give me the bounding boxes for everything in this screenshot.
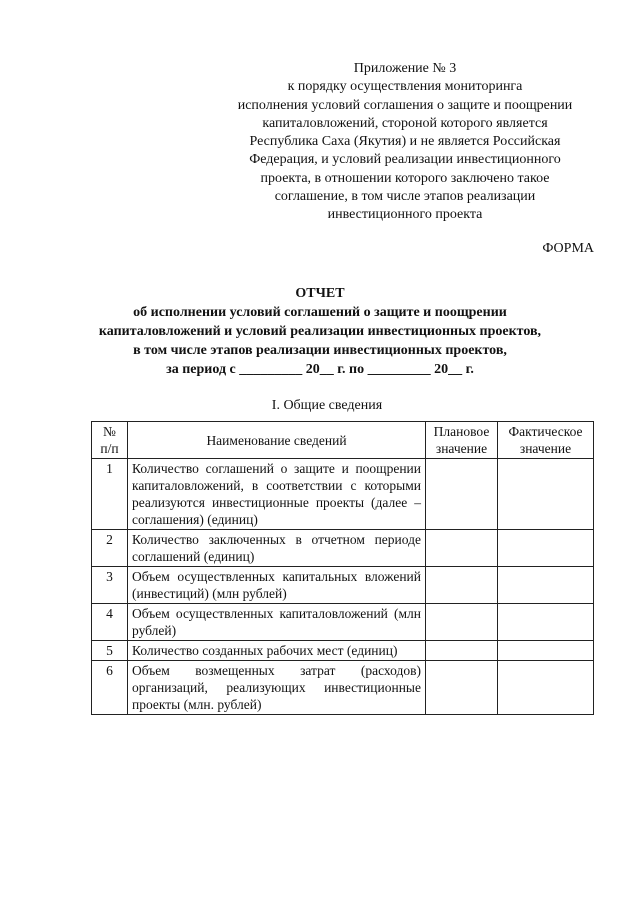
annex-line: к порядку осуществления мониторинга	[287, 79, 523, 95]
annex-line: капиталовложений, стороной которого является	[262, 115, 548, 131]
row-plan-cell[interactable]	[426, 567, 498, 604]
report-title-line: капиталовложений и условий реализации инвестиционных проектов,	[98, 324, 542, 339]
annex-line: Федерация, и условий реализации инвестиционного	[249, 152, 561, 168]
row-name: Количество созданных рабочих мест (единиц)	[128, 641, 426, 661]
row-number: 2	[92, 530, 128, 567]
header-name: Наименование сведений	[128, 422, 426, 459]
table-row	[92, 641, 594, 661]
table-row	[92, 661, 594, 715]
annex-line: Приложение № 3	[353, 61, 457, 76]
report-period-line: за период с _________ 20__ г. по _________ 20__ г.	[166, 362, 474, 377]
header-fact: Фактическое значение	[498, 422, 594, 459]
header-plan: Плановое значение	[426, 422, 498, 459]
report-title-line: об исполнении условий соглашений о защите и поощрении	[133, 305, 507, 320]
row-number: 6	[92, 661, 128, 715]
annex-line: проекта, в отношении которого заключено такое	[260, 170, 550, 186]
row-number: 3	[92, 567, 128, 604]
row-number: 1	[92, 459, 128, 530]
header-number: № п/п	[92, 422, 128, 459]
table-row	[92, 604, 594, 641]
general-info-table	[91, 421, 594, 715]
row-plan-cell[interactable]	[426, 459, 498, 530]
row-number: 5	[92, 641, 128, 661]
annex-line: исполнения условий соглашения о защите и поощрении	[237, 97, 573, 113]
row-name: Объем осуществленных капиталовложений (млн рублей)	[128, 604, 426, 641]
table-row	[92, 567, 594, 604]
row-plan-cell[interactable]	[426, 604, 498, 641]
annex-line: Республика Саха (Якутия) и не является Российская	[249, 134, 561, 150]
row-number: 4	[92, 604, 128, 641]
row-fact-cell[interactable]	[498, 530, 594, 567]
row-plan-cell[interactable]	[426, 641, 498, 661]
row-name: Количество соглашений о защите и поощрении капиталовложений, в соответствии с которыми реализуются инвестиционные проекты (далее – соглашения) (единиц)	[128, 459, 426, 530]
table-row	[92, 459, 594, 530]
report-title	[60, 284, 580, 379]
annex-header	[215, 60, 595, 225]
form-label: ФОРМА	[542, 241, 594, 256]
section-title: I. Общие сведения	[271, 398, 383, 413]
row-name: Объем осуществленных капитальных вложений (инвестиций) (млн рублей)	[128, 567, 426, 604]
row-fact-cell[interactable]	[498, 567, 594, 604]
table-row	[92, 530, 594, 567]
table-header-row	[92, 422, 594, 459]
annex-line: инвестиционного проекта	[327, 207, 483, 223]
annex-line: соглашение, в том числе этапов реализации	[274, 189, 536, 205]
report-title-line: в том числе этапов реализации инвестиционных проектов,	[133, 343, 507, 358]
row-name: Количество заключенных в отчетном периоде соглашений (единиц)	[128, 530, 426, 567]
row-fact-cell[interactable]	[498, 661, 594, 715]
row-fact-cell[interactable]	[498, 641, 594, 661]
row-plan-cell[interactable]	[426, 661, 498, 715]
row-fact-cell[interactable]	[498, 459, 594, 530]
row-fact-cell[interactable]	[498, 604, 594, 641]
row-name: Объем возмещенных затрат (расходов) организаций, реализующих инвестиционные проекты (млн. рублей)	[128, 661, 426, 715]
report-heading: ОТЧЕТ	[295, 286, 345, 301]
row-plan-cell[interactable]	[426, 530, 498, 567]
